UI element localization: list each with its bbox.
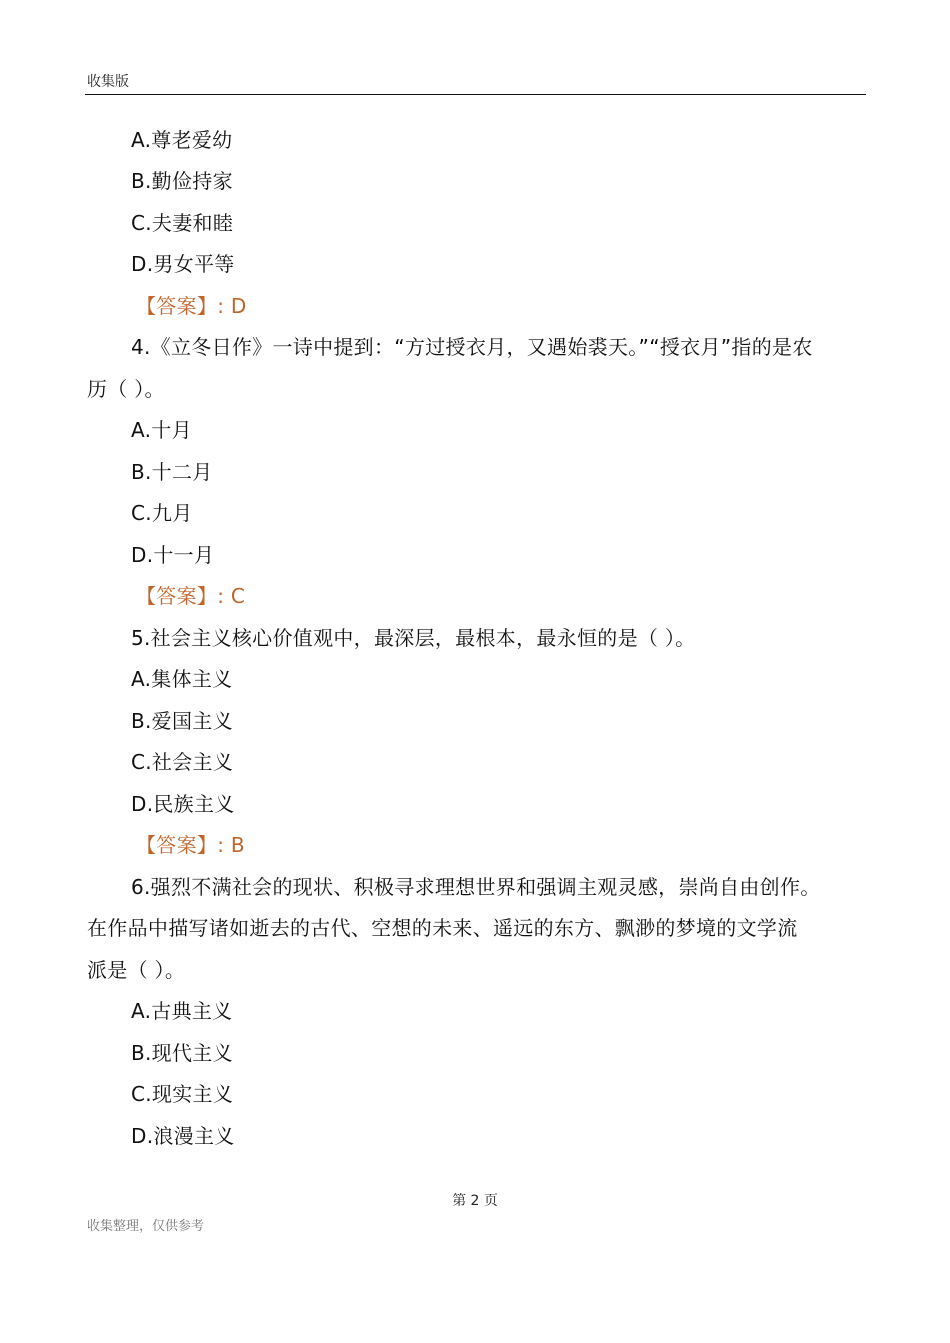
q4-answer: 【答案】: C [136, 584, 246, 608]
q5-option-a: A.集体主义 [131, 667, 233, 691]
q4-option-b: B.十二月 [131, 460, 213, 484]
q6-option-b: B.现代主义 [131, 1041, 233, 1065]
q6-option-a: A.古典主义 [131, 999, 233, 1023]
q5-option-b: B.爱国主义 [131, 709, 233, 733]
q4-option-d: D.十一月 [131, 543, 215, 567]
q6-option-d: D.浪漫主义 [131, 1124, 235, 1148]
q5-option-d: D.民族主义 [131, 792, 235, 816]
q5-option-c: C.社会主义 [131, 750, 234, 774]
q3-option-d: D.男女平等 [131, 252, 235, 276]
q6-question-line2: 在作品中描写诸如逝去的古代、空想的未来、遥远的东方、飘渺的梦境的文学流 [87, 916, 798, 940]
q4-question-line1: 4.《立冬日作》一诗中提到：“方过授衣月，又遇始裘天。”“授衣月”指的是农 [131, 335, 813, 359]
q6-question-line3: 派是（ ）。 [87, 958, 186, 982]
q5-question-line1: 5.社会主义核心价值观中，最深层，最根本，最永恒的是（ ）。 [131, 626, 696, 650]
q3-option-a: A.尊老爱幼 [131, 128, 233, 152]
q3-option-b: B.勤俭持家 [131, 169, 233, 193]
footer-note: 收集整理，仅供参考 [87, 1219, 205, 1234]
q3-option-c: C.夫妻和睦 [131, 211, 234, 235]
q4-option-a: A.十月 [131, 418, 192, 442]
header-divider [85, 94, 866, 95]
q5-answer: 【答案】: B [136, 833, 245, 857]
q4-option-c: C.九月 [131, 501, 193, 525]
q6-question-line1: 6.强烈不满社会的现状、积极寻求理想世界和强调主观灵感，崇尚自由创作。 [131, 875, 821, 899]
header-label: 收集版 [87, 74, 129, 90]
q4-question-line2: 历（ ）。 [87, 377, 165, 401]
q3-answer: 【答案】: D [136, 294, 247, 318]
page-number: 第 2 页 [452, 1193, 498, 1209]
q6-option-c: C.现实主义 [131, 1082, 234, 1106]
